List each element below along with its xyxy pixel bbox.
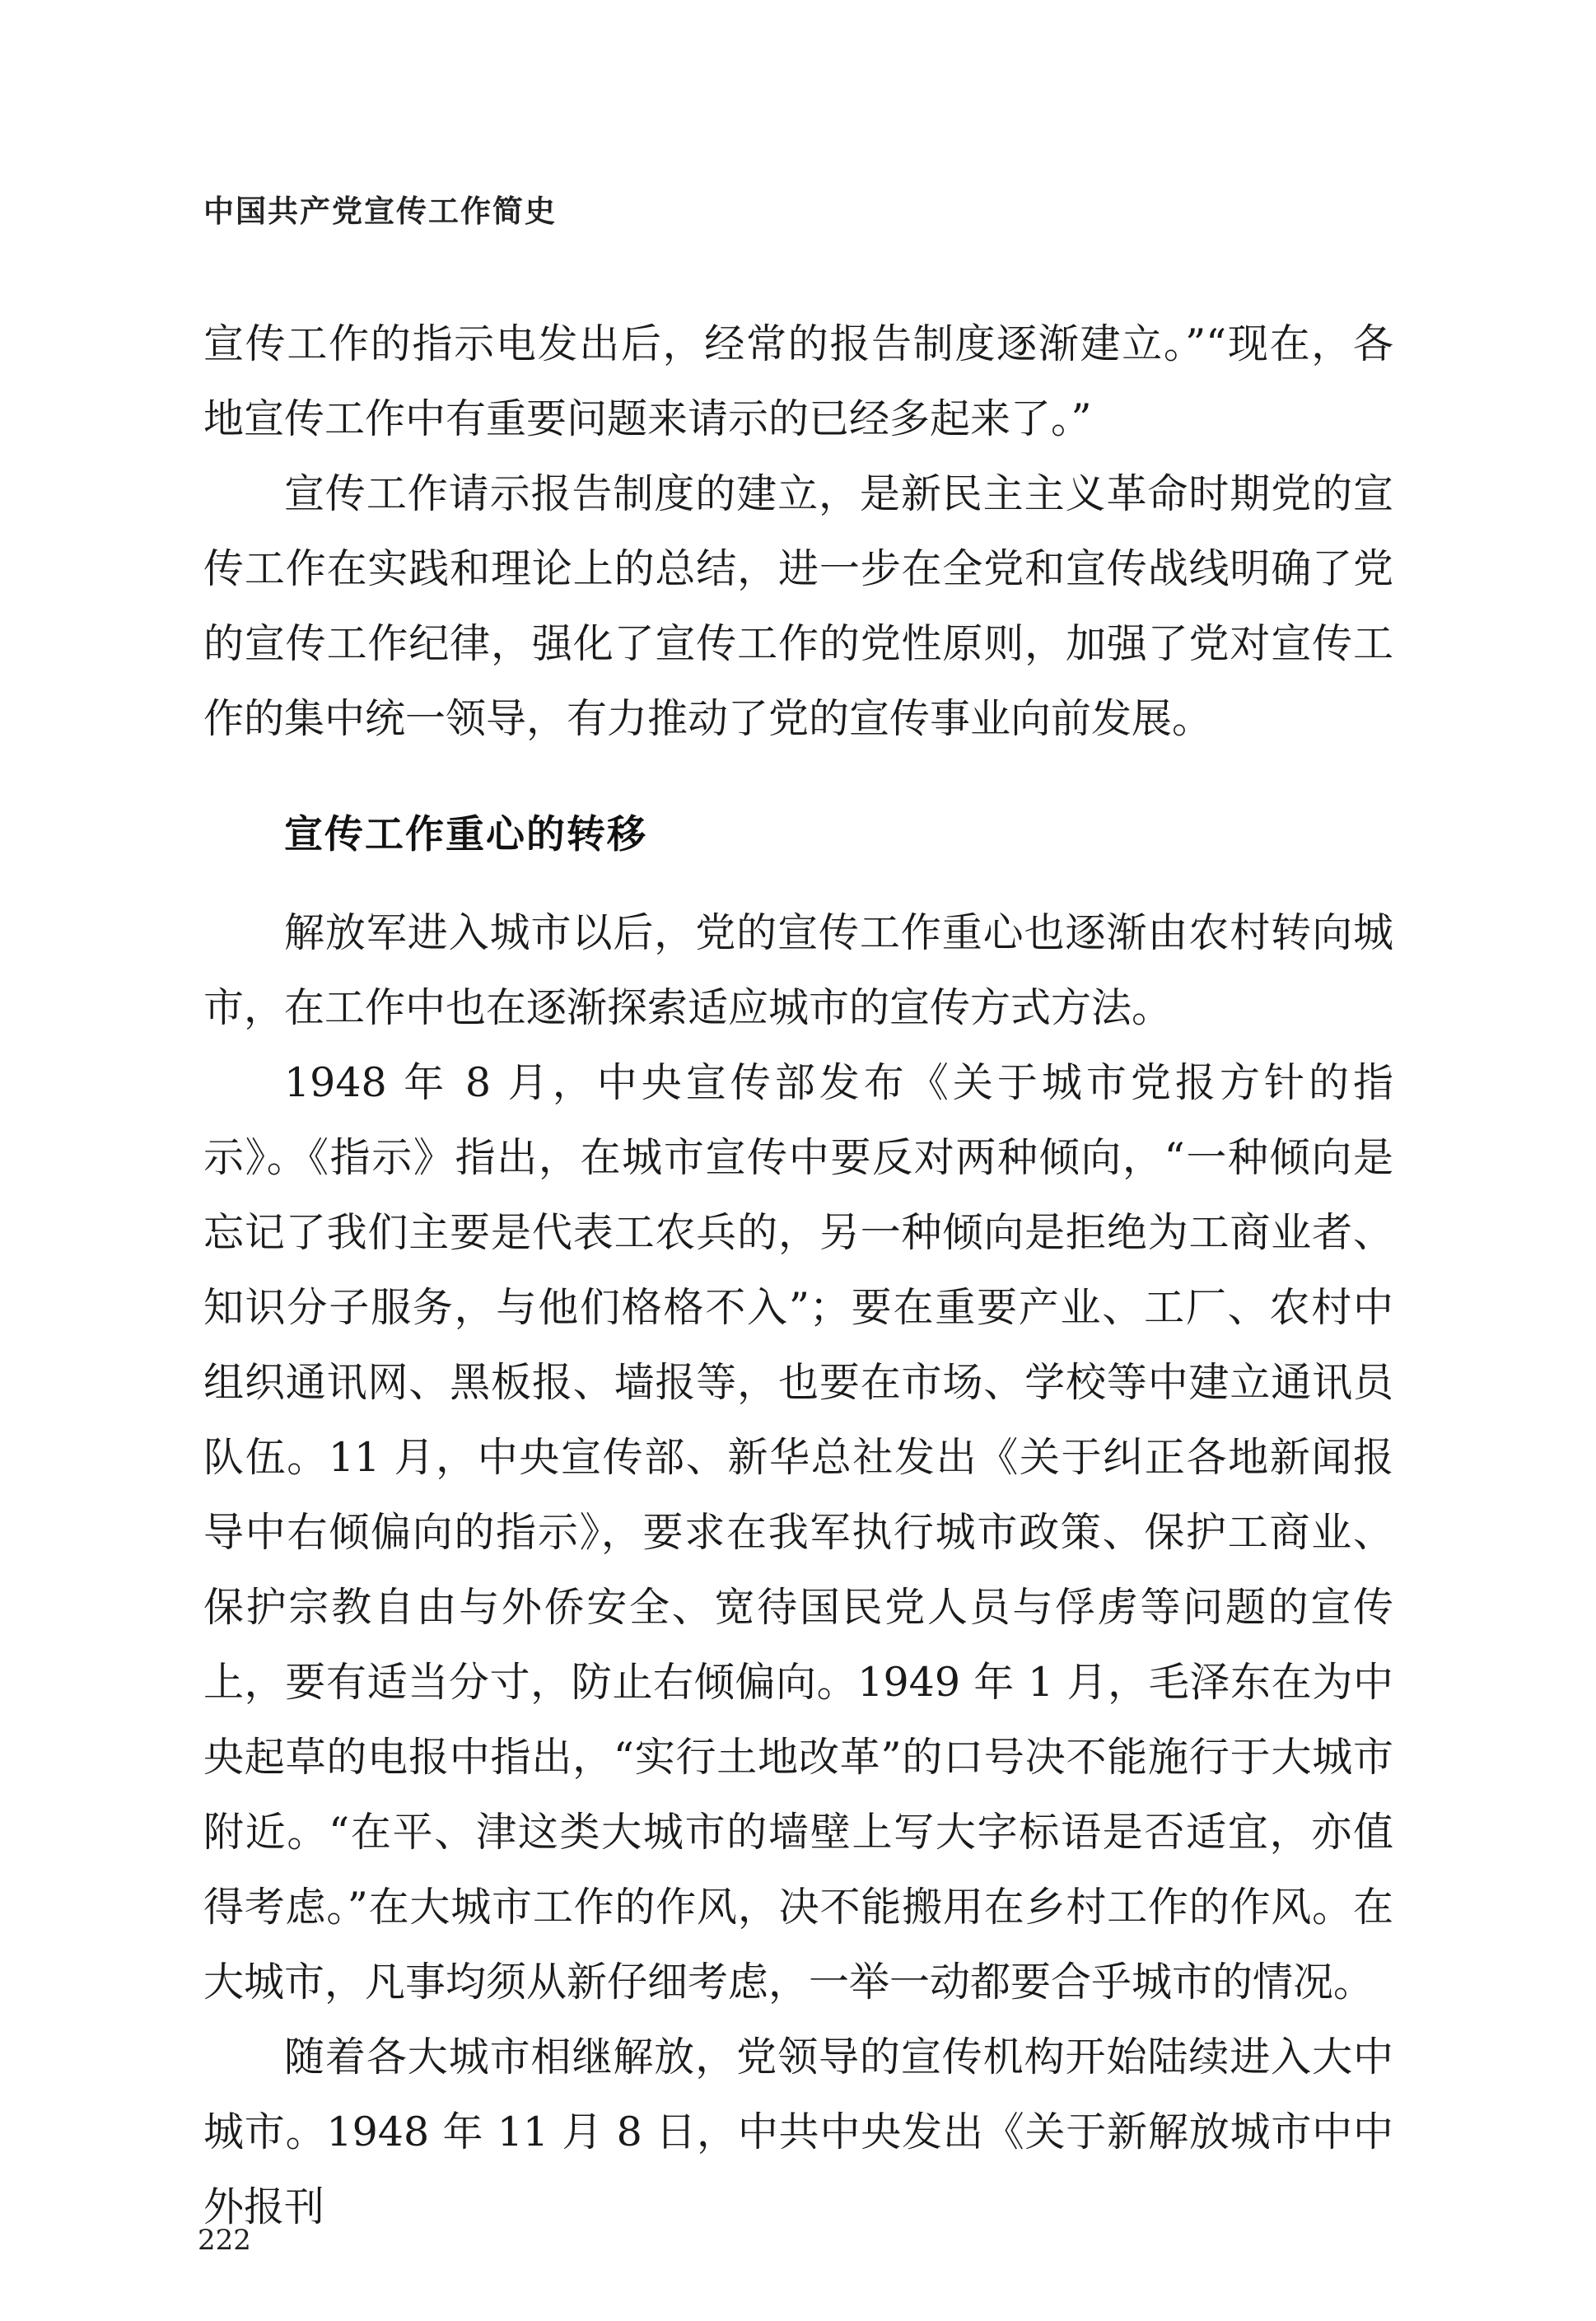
- page-number: 222: [198, 2224, 251, 2257]
- running-header-book-title: 中国共产党宣传工作简史: [203, 194, 557, 229]
- paragraph: 随着各大城市相继解放，党领导的宣传机构开始陆续进入大中城市。1948 年 11 月 8 日，中共中央发出《关于新解放城市中中外报刊: [203, 2034, 1393, 2230]
- body-text: [203, 306, 1393, 2244]
- paragraph: 解放军进入城市以后，党的宣传工作重心也逐渐由农村转向城市，在工作中也在逐渐探索适应城市的宣传方式方法。: [203, 909, 1393, 1031]
- paragraph: 宣传工作请示报告制度的建立，是新民主主义革命时期党的宣传工作在实践和理论上的总结，进一步在全党和宣传战线明确了党的宣传工作纪律，强化了宣传工作的党性原则，加强了党对宣传工作的集中统一领导，有力推动了党的宣传事业向前发展。: [203, 470, 1393, 742]
- section-heading: 宣传工作重心的转移: [284, 812, 647, 857]
- paragraph-continuation: 宣传工作的指示电发出后，经常的报告制度逐渐建立。”“现在，各地宣传工作中有重要问题来请示的已经多起来了。”: [203, 320, 1393, 442]
- paragraph: 1948 年 8 月，中央宣传部发布《关于城市党报方针的指示》。《指示》指出，在城市宣传中要反对两种倾向，“一种倾向是忘记了我们主要是代表工农兵的，另一种倾向是拒绝为工商业者、知识分子服务，与他们格格不入”；要在重要产业、工厂、农村中组织通讯网、黑板报、墙报等，也要在市场、学校等中建立通讯员队伍。11 月，中央宣传部、新华总社发出《关于纠正各地新闻报导中右倾偏向的指示》，要求在我军执行城市政策、保护工商业、保护宗教自由与外侨安全、宽待国民党人员与俘虏等问题的宣传上，要有适当分寸，防止右倾偏向。1949 年 1 月，毛泽东在为中央起草的电报中指出，“实行土地改革”的口号决不能施行于大城市附近。“在平、津这类大城市的墙壁上写大字标语是否适宜，亦值得考虑。”在大城市工作的作风，决不能搬用在乡村工作的作风。在大城市，凡事均须从新仔细考虑，一举一动都要合乎城市的情况。: [203, 1059, 1393, 2006]
